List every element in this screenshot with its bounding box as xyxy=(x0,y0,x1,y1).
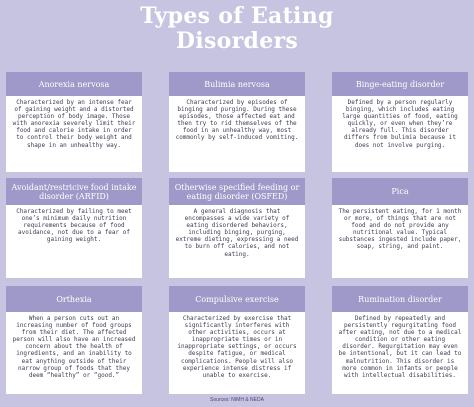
card-text: Characterized by an intense fear of gaining weight and a distorted perception of body image. Those with anorexia severely limit their food and calorie intake in order to control their body weight and shape in an unhealthy way. xyxy=(6,96,142,172)
card-text: Characterized by failing to meet one’s minimum daily nutrition requirements because of food avoidance, not due to a fear of gaining weight. xyxy=(6,205,142,278)
card-compulsive-exercise xyxy=(169,286,305,394)
card-pica xyxy=(332,178,468,278)
card-text: Characterized by episodes of binging and purging. During these episodes, those affected eat and then try to rid themselves of the food in an unhealthy way, most commonly by self-induced vomiting. xyxy=(169,96,305,172)
card-title: Pica xyxy=(332,178,468,205)
card-bulimia-nervosa xyxy=(169,72,305,172)
card-text: Defined by repeatedly and persistently regurgitating food after eating, not due to a medical condition or other eating disorder. Regurgitation may even be intentional, but it can lead to malnutrition. This disorder is more common in infants or people with intellectual disabilities. xyxy=(332,312,468,394)
title-line-1: Types of Eating xyxy=(140,3,334,29)
card-title: Avoidant/restricive food intake disorder (ARFID) xyxy=(6,178,142,205)
card-text: Characterized by exercise that significantly interferes with other activities, occurs at inappropriate times or in inappropriate settings, or occurs despite fatigue, or medical complications. People will also experience intense distress if unable to exercise. xyxy=(169,312,305,394)
card-osfed xyxy=(169,178,305,278)
page-title xyxy=(0,4,474,54)
card-orthexia xyxy=(6,286,142,394)
card-text: The persistent eating, for 1 month or more, of things that are not food and do not provide any nutritional value. Typical substances ingested include paper, soap, string, and paint. xyxy=(332,205,468,278)
card-rumination-disorder xyxy=(332,286,468,394)
card-title: Anorexia nervosa xyxy=(6,72,142,96)
card-arfid xyxy=(6,178,142,278)
card-title: Bulimia nervosa xyxy=(169,72,305,96)
card-title: Otherwise specified feeding or eating disorder (OSFED) xyxy=(169,178,305,205)
card-title: Binge-eating disorder xyxy=(332,72,468,96)
source-credit: Sources: NIMH & NEDA xyxy=(210,397,264,403)
card-anorexia-nervosa xyxy=(6,72,142,172)
card-text: Defined by a person regularly binging, which includes eating large quantities of food, eating quickly, or even when they’re already full. This disorder differs from bulimia because it does not involve purging. xyxy=(332,96,468,172)
title-line-2: Disorders xyxy=(175,28,299,54)
card-title: Rumination disorder xyxy=(332,286,468,312)
card-title: Compulsive exercise xyxy=(169,286,305,312)
card-text: When a person cuts out an increasing number of food groups from their diet. The affected person will also have an increased concern about the health of ingredients, and an inability to eat anything outside of their narrow group of foods that they deem “healthy” or “good.” xyxy=(6,312,142,394)
card-binge-eating-disorder xyxy=(332,72,468,172)
card-title: Orthexia xyxy=(6,286,142,312)
card-text: A general diagnosis that encompasses a wide variety of eating disordered behaviors, including binging, purging, extreme dieting, expressing a need to burn off calories, and not eating. xyxy=(169,205,305,278)
